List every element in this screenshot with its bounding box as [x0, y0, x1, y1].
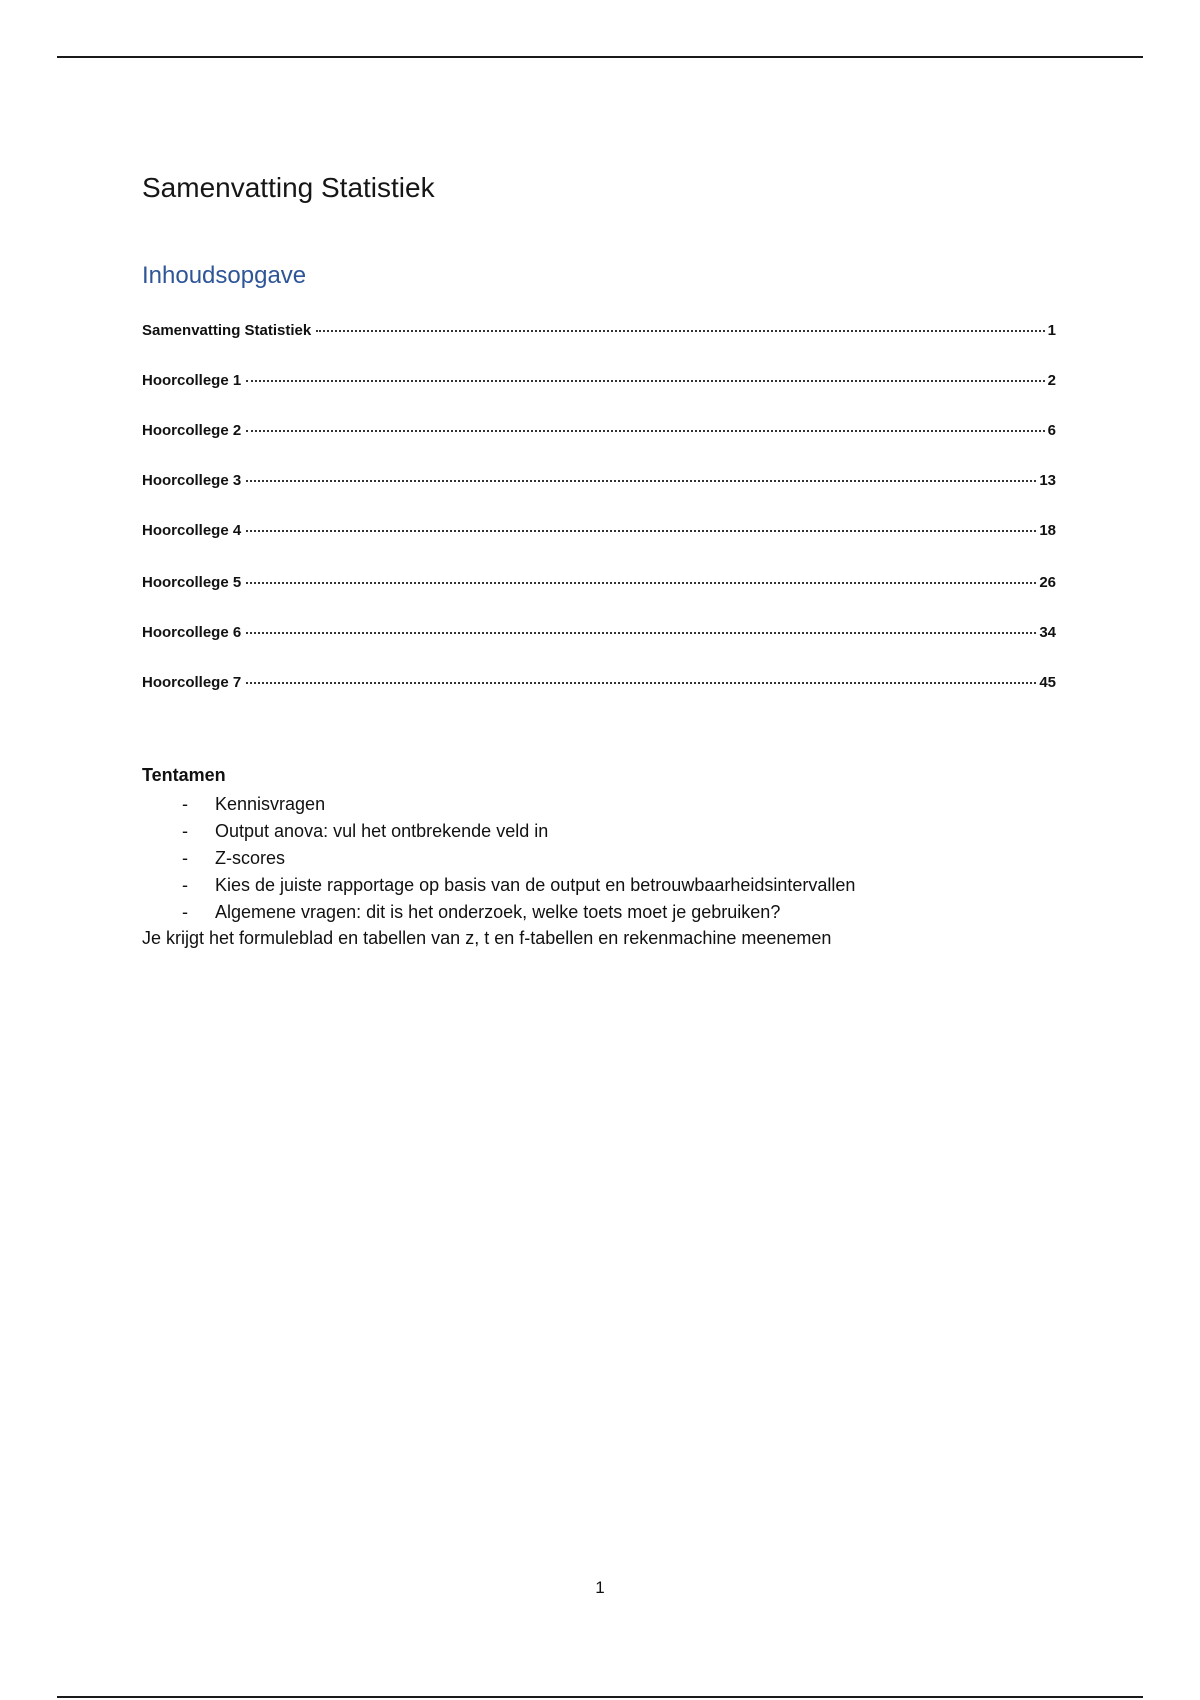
list-item-text: Kies de juiste rapportage op basis van de output en betrouwbaarheidsintervallen — [215, 875, 856, 895]
list-bullet: - — [182, 848, 188, 868]
page-top-border — [57, 56, 1143, 58]
list-item-text: Z-scores — [215, 848, 286, 868]
toc-entry-page: 13 — [1039, 472, 1056, 489]
toc-entry[interactable] — [142, 323, 1056, 339]
toc-dot-leader — [246, 529, 1036, 532]
page-bottom-border — [57, 1696, 1143, 1698]
exam-heading: Tentamen — [142, 765, 226, 785]
toc-entry[interactable] — [142, 423, 1056, 439]
list-item — [142, 845, 855, 872]
toc-entry-label: Hoorcollege 2 — [142, 422, 242, 439]
toc-entry-label: Samenvatting Statistiek — [142, 322, 312, 339]
list-item-text: Algemene vragen: dit is het onderzoek, welke toets moet je gebruiken? — [215, 902, 781, 922]
exam-note: Je krijgt het formuleblad en tabellen van z, t en f-tabellen en rekenmachine meenemen — [142, 928, 832, 948]
table-of-contents — [142, 323, 1056, 691]
toc-dot-leader — [316, 329, 1044, 332]
toc-entry-page: 6 — [1047, 422, 1056, 439]
toc-dot-leader — [246, 379, 1044, 382]
list-bullet: - — [182, 794, 188, 814]
toc-entry-page: 45 — [1039, 674, 1056, 691]
toc-entry[interactable] — [142, 523, 1056, 539]
toc-entry[interactable] — [142, 473, 1056, 489]
toc-entry[interactable] — [142, 675, 1056, 691]
toc-heading: Inhoudsopgave — [142, 262, 307, 289]
list-item — [142, 872, 855, 899]
list-item-text: Kennisvragen — [215, 794, 326, 814]
toc-entry-label: Hoorcollege 6 — [142, 624, 242, 641]
list-bullet: - — [182, 821, 188, 841]
toc-entry[interactable] — [142, 575, 1056, 591]
toc-entry-page: 34 — [1039, 624, 1056, 641]
list-bullet: - — [182, 902, 188, 922]
document-title: Samenvatting Statistiek — [142, 172, 435, 203]
toc-entry-label: Hoorcollege 1 — [142, 372, 242, 389]
toc-entry[interactable] — [142, 373, 1056, 389]
toc-entry-page: 26 — [1039, 574, 1056, 591]
page-number: 1 — [595, 1578, 605, 1597]
toc-entry-label: Hoorcollege 7 — [142, 674, 242, 691]
list-bullet: - — [182, 875, 188, 895]
toc-dot-leader — [246, 429, 1044, 432]
list-item — [142, 899, 855, 926]
toc-entry-label: Hoorcollege 3 — [142, 472, 242, 489]
list-item — [142, 818, 855, 845]
list-item-text: Output anova: vul het ontbrekende veld in — [215, 821, 549, 841]
toc-entry-page: 1 — [1047, 322, 1056, 339]
toc-dot-leader — [246, 681, 1036, 684]
toc-dot-leader — [246, 581, 1036, 584]
toc-entry-label: Hoorcollege 4 — [142, 522, 242, 539]
exam-topic-list — [142, 791, 855, 926]
toc-entry[interactable] — [142, 625, 1056, 641]
toc-entry-page: 18 — [1039, 522, 1056, 539]
toc-dot-leader — [246, 631, 1036, 634]
toc-entry-label: Hoorcollege 5 — [142, 574, 242, 591]
list-item — [142, 791, 855, 818]
toc-dot-leader — [246, 479, 1036, 482]
toc-entry-page: 2 — [1047, 372, 1056, 389]
